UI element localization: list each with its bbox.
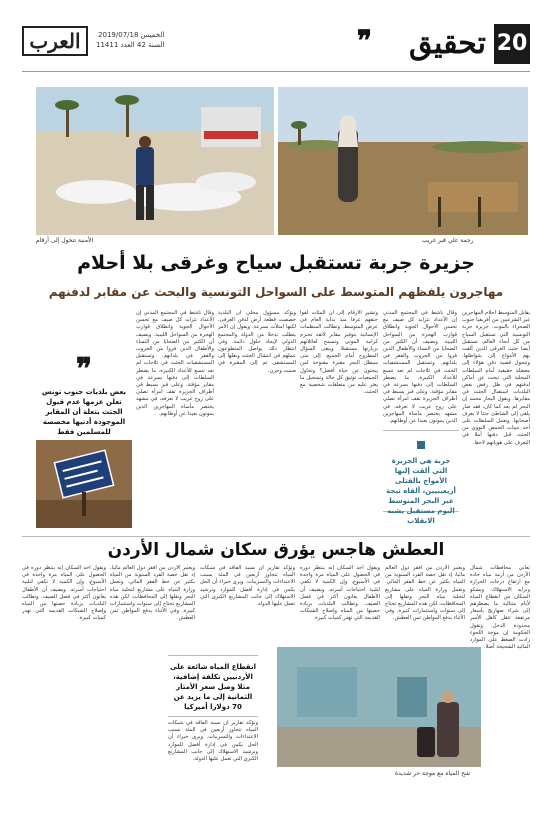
photo-body-bags (36, 87, 274, 235)
story1-col4-text: ويؤكد مسؤول محلي أن البلدية خصصت قطعة أرض لدفن الغرقى، لكنها امتلأت بسرعة. ويقول إن الأمر يتطلب تدخلا من الدولة والمجتمع الدولي لإيجاد حلول دائمة. وفي انتظار ذلك يواصل المتطوعون عملهم في انتشال الجثث ونقلها إلى المستشفى ثم إلى المقبرة في صمت وحزن. (218, 310, 296, 374)
story1-col1-text: يقابل المتوسط أحلام المهاجرين غير الشرعيين من أفريقيا جنوب الصحراء بالموت. جزيرة جربة التونسية التي تستقبل السياح من كل أنحاء العالم، تستقبل أيضا جثث الغرقى الذين ألقت بهم الأمواج إلى شواطئها. وتتحول قضية دفن هؤلاء إلى معضلة حقيقية أمام السلطات المحلية التي تبحث عن أماكن لدفنهم في ظل رفض بعض البلديات استقبال الجثث في مقابرها. ويقول البحار محمد إن البحر لم يعد كما كان، فقد صار يلقي إلى الشاطئ جثثا لا يعرف أصحابها. وتعمل السلطات على أخذ عينات الحمض النووي من الجثث قبل دفنها أملا في التعرف على هوياتهم لاحقا. (462, 310, 530, 446)
quote-icon: ❞ (356, 24, 372, 57)
pullquote-text-2: بعض بلديات جنوب تونس تعلن عزمها عدم قبول الجثث بتعلة أن المقابر الموجودة أدنيها مخصصة للمسلمين فقط (41, 388, 127, 436)
page-number: 20 (494, 24, 530, 64)
story2-column-2 (385, 565, 465, 643)
story2-col6-text: ويقول أحد السكان إنه ينتظر دوره في الحصول على المياه مرة واحدة في الأسبوع، وإن الكمية لا تكفي لتلبية احتياجات أسرته. ويضيف أن الأطفال يعانون أكثر في فصل الصيف. وتطالب البلديات بزيادة حصتها من المياه وإصلاح الشبكات القديمة التي تهدر كميات كبيرة. (22, 565, 106, 622)
photo2-caption: شح المياه مع موجة حر شديدة (395, 770, 470, 777)
pullquote-text: جربة هي الجزيرة التي ألقت إليها الأمواج بالقتلى أربعينيين، ألقاه تيجة عبر البحر المتوسط اليوم مستقبل يشبه الانقلاب (386, 457, 456, 525)
photo-caption-right: رحمة علي قبر غريب (422, 237, 474, 244)
story2-col4-text: وتؤكد تقارير أن نسبة الفاقد في شبكات المياه تتجاوز أربعين في المئة بسبب الاعتداءات والتسريبات. ويرى خبراء أن الحل يكمن في إدارة أفضل للموارد وترشيد الاستهلاك إلى جانب المشاريع الكبرى التي تعمل عليها الدولة. (200, 565, 295, 608)
story1-col3-text: وتشير الأرقام إلى أن المئات لقوا حتفهم غرقا منذ بداية العام في عرض المتوسط. وتطالب المنظمات الإنسانية بتوفير مقابر لائقة تحترم كرامة الموتى وتسمح لعائلاتهم بزيارتها مستقبلا. ويبقى السؤال المطروح أمام الجميع: إلى متى سيظل البحر مقبرة مفتوحة لمن يبحثون عن حياة أفضل؟ وتحاول الجمعيات توثيق كل حالة وتسجيل ما يعثر عليه من متعلقات شخصية مع الجثث. (300, 310, 378, 396)
story2-column-3 (300, 565, 380, 643)
photo-water-shortage (277, 647, 481, 767)
pullquote-box (383, 430, 459, 525)
pullquote-text-3: انقطاع المياه شائعة على الأردنيين تكلفة إضافية، مثلا وصل سعر الأمتار الثمانية إلى ما يزيد عن 70 دولارا أميركيا (169, 663, 256, 711)
main-headline: جزيرة جربة تستقبل سياح وغرقى بلا أحلام (77, 252, 475, 274)
story2-column-6 (22, 565, 106, 775)
story1-column-1 (462, 310, 530, 530)
story1-column-4 (218, 310, 296, 530)
masthead (22, 20, 530, 72)
section-divider (22, 536, 530, 537)
story2-column-7 (168, 720, 258, 775)
pullquote-box-2 (36, 352, 132, 437)
issue-meta (96, 30, 164, 50)
issue-date: الخميس 2019/07/18 (98, 31, 165, 39)
quote-icon: ❞ (75, 352, 93, 387)
story2-col3-text: ويقول أحد السكان إنه ينتظر دوره في الحصول على المياه مرة واحدة في الأسبوع، وإن الكمية لا تكفي لتلبية احتياجات أسرته. ويضيف أن الأطفال يعانون أكثر في فصل الصيف. وتطالب البلديات بزيادة حصتها من المياه وإصلاح الشبكات القديمة التي تهدر كميات كبيرة. (300, 565, 380, 622)
accent-square-icon (417, 441, 425, 449)
photo-woman-at-grave (278, 87, 528, 235)
pullquote-box-3 (168, 655, 258, 717)
story2-col7-text: وتؤكد تقارير أن نسبة الفاقد في شبكات المياه تتجاوز أربعين في المئة بسبب الاعتداءات والتسريبات. ويرى خبراء أن الحل يكمن في إدارة أفضل للموارد وترشيد الاستهلاك إلى جانب المشاريع الكبرى التي تعمل عليها الدولة. (168, 720, 258, 763)
second-headline: العطش هاجس يؤرق سكان شمال الأردن (107, 540, 445, 560)
story1-column-2 (383, 310, 457, 428)
section-title: تحقيق (409, 26, 486, 61)
newspaper-logo: العرب (22, 26, 88, 56)
story2-col5-text: ويعتبر الأردن من أفقر دول العالم مائيا، إذ تقل حصة الفرد السنوية من المياه بكثير عن خط الفقر المائي. وتعمل وزارة المياه على مشاريع لتحلية مياه البحر ونقلها إلى المحافظات، لكن هذه المشاريع تحتاج إلى سنوات واستثمارات كبيرة. وفي الأثناء يدفع المواطن ثمن العطش. (110, 565, 195, 622)
story1-column-3 (300, 310, 378, 530)
photo-caption-left: الأمنية تتحول إلى أرقام (36, 237, 94, 244)
story1-col2-text: وقال ناشط في المجتمع المدني إن الأعداد تتزايد كل صيف مع تحسن الأحوال الجوية وانطلاق قوارب الهجرة من السواحل الليبية. ويضيف أن الكثير من الضحايا من النساء والأطفال الذين فروا من الحروب والفقر في بلدانهم. وتستقبل المستشفيات الجثث في ثلاجات لم تعد تتسع للأعداد الكبيرة، ما يضطر السلطات إلى دفنها بسرعة في مقابر مؤقتة. وعلى قبر بسيط في أطراف الجزيرة تقف امرأة تصلي على روح غريب لا تعرفه، في مشهد يختصر مأساة المهاجرين الذين يموتون بعيدا عن أوطانهم. (383, 310, 457, 425)
sub-headline: مهاجرون يلفظهم المتوسط على السواحل التونسية والبحث عن مقابر لدفنهم (48, 285, 504, 299)
story2-column-4 (200, 565, 295, 650)
issue-number: السنة 42 العدد 11411 (96, 41, 165, 49)
inset-photo-grave-sign (36, 440, 132, 528)
story2-col2-text: ويعتبر الأردن من أفقر دول العالم مائيا، إذ تقل حصة الفرد السنوية من المياه بكثير عن خط الفقر المائي. وتعمل وزارة المياه على مشاريع لتحلية مياه البحر ونقلها إلى المحافظات، لكن هذه المشاريع تحتاج إلى سنوات واستثمارات كبيرة. وفي الأثناء يدفع المواطن ثمن العطش. (385, 565, 465, 622)
story2-col1-text: تعاني محافظات شمال الأردن من أزمة مياه حادة مع ارتفاع درجات الحرارة وتزايد الاستهلاك. ويشكو السكان من انقطاع المياه لأيام متتالية ما يضطرهم إلى شراء صهاريج بأسعار مرتفعة تثقل كاهل الأسر محدودة الدخل. وتقول الحكومة إن موجة اللجوء زادت الضغط على الموارد المائية الشحيحة أصلا. (470, 565, 530, 651)
story1-col5-text: وقال ناشط في المجتمع المدني إن الأعداد تتزايد كل صيف مع تحسن الأحوال الجوية وانطلاق قوارب الهجرة من السواحل الليبية. ويضيف أن الكثير من الضحايا من النساء والأطفال الذين فروا من الحروب والفقر في بلدانهم. وتستقبل المستشفيات الجثث في ثلاجات لم تعد تتسع للأعداد الكبيرة، ما يضطر السلطات إلى دفنها بسرعة في مقابر مؤقتة. وعلى قبر بسيط في أطراف الجزيرة تقف امرأة تصلي على روح غريب لا تعرفه، في مشهد يختصر مأساة المهاجرين الذين يموتون بعيدا عن أوطانهم. (136, 310, 214, 417)
story1-column-5 (136, 310, 214, 530)
